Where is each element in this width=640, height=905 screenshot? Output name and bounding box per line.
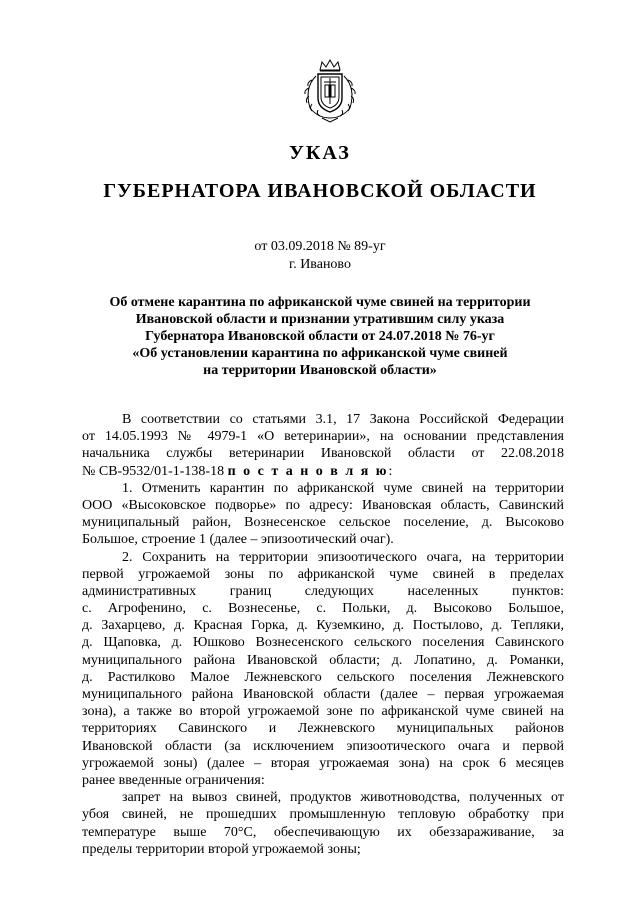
body-line-resolve	[82, 463, 564, 480]
heading-line: Губернатора Ивановской области от 24.07.2018 № 76-уг	[145, 329, 495, 344]
body-line: 1. Отменить карантин по африканской чуме свиней на территории	[122, 480, 564, 496]
body-line: угрожаемой зоны) (далее – вторая угрожаемая зона) на срок 6 месяцев	[82, 755, 564, 771]
body-line: д. Захарцево, д. Красная Горка, д. Куземкино, д. Постылово, д. Тепляки,	[82, 618, 564, 634]
body-line: территориях Савинского и Лежневского муниципальных районов	[82, 721, 564, 737]
body-line: с. Агрофенино, с. Вознесенье, с. Польки, д. Высоково Большое,	[82, 601, 564, 617]
body-line: муниципального района Ивановской области (далее – первая угрожаемая	[82, 687, 564, 702]
body-line: д. Растилково Малое Лежневского сельского поселения Лежневского	[82, 669, 564, 685]
heading-line: на территории Ивановской области»	[203, 363, 437, 378]
heading-line: Ивановской области и признании утратившим силу указа	[135, 312, 505, 327]
document-body	[82, 411, 564, 858]
body-line: Ивановской области (за исключением эпизоотического очага и первой	[82, 738, 564, 754]
document-type-title: УКАЗ	[289, 142, 351, 164]
date-number: от 03.09.2018 № 89-уг	[254, 239, 386, 254]
city: г. Иваново	[289, 257, 351, 272]
body-line: муниципальный район, Вознесенское сельское поселение, д. Высоково	[82, 515, 564, 531]
body-line-text: :	[388, 463, 393, 479]
body-line: ООО «Высоковское подворье» по адресу: Ивановская область, Савинский	[82, 497, 564, 513]
body-line: убоя свиней, не прошедших промышленную тепловую обработку при	[82, 807, 564, 823]
body-line: муниципального района Ивановской области; д. Лопатино, д. Романки,	[82, 652, 564, 668]
body-line: первой угрожаемой зоны по африканской чуме свиней в пределах	[82, 566, 564, 582]
body-line: д. Щаповка, д. Юшково Вознесенского сельского поселения Савинского	[82, 635, 564, 651]
coat-of-arms-icon	[294, 58, 366, 124]
heading-line: Об отмене карантина по африканской чуме свиней на территории	[109, 295, 531, 310]
body-line: от 14.05.1993 № 4979-1 «О ветеринарии», на основании представления	[82, 429, 564, 445]
body-line: начальника службы ветеринарии Ивановской области от 22.08.2018	[82, 446, 564, 462]
body-line: запрет на вывоз свиней, продуктов животноводства, полученных от	[122, 790, 564, 806]
body-line: зона), а также во второй угрожаемой зоне по африканской чуме свиней на	[82, 704, 564, 720]
body-line: 2. Сохранить на территории эпизоотического очага, на территории	[122, 549, 564, 565]
document-meta	[0, 238, 640, 274]
heading-line: «Об установлении карантина по африканской чуме свиней	[132, 346, 508, 361]
body-line: В соответствии со статьями 3.1, 17 Закона Российской Федерации	[122, 412, 564, 427]
resolve-word: п о с т а н о в л я ю	[227, 463, 389, 479]
body-line: ранее введенные ограничения:	[82, 772, 265, 788]
issuer-title: ГУБЕРНАТОРА ИВАНОВСКОЙ ОБЛАСТИ	[103, 180, 537, 202]
body-line-text: № СВ-9532/01-1-138-18	[82, 463, 228, 479]
document-heading	[80, 294, 560, 379]
body-line: Большое, строение 1 (далее – эпизоотический очаг).	[82, 532, 394, 548]
body-line: пределы территории второй угрожаемой зоны;	[82, 841, 361, 857]
body-line: административных границ следующих населенных пунктов:	[82, 583, 564, 599]
body-line: температуре выше 70°С, обеспечивающую их обеззараживание, за	[82, 824, 564, 840]
